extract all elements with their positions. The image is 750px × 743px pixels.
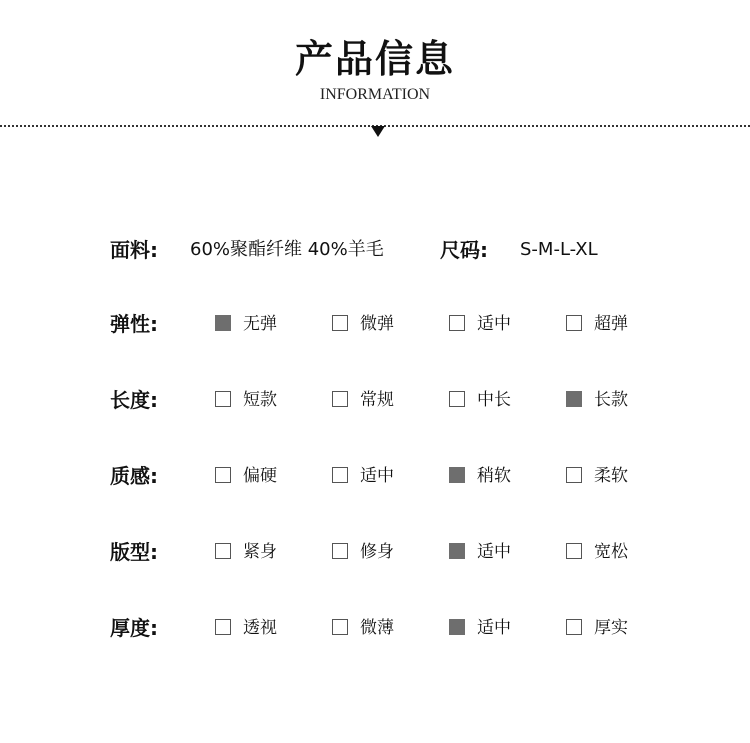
unchecked-box-icon[interactable]: [566, 315, 582, 331]
fabric-value: 60%聚酯纤维 40%羊毛: [190, 239, 384, 260]
attribute-row-elasticity: [110, 310, 650, 338]
option-label: 常规: [360, 390, 394, 410]
option-label: 适中: [477, 542, 511, 562]
attribute-row-thickness: [110, 614, 650, 642]
size-value: S-M-L-XL: [520, 239, 598, 260]
unchecked-box-icon[interactable]: [332, 619, 348, 635]
option-label: 中长: [477, 390, 511, 410]
unchecked-box-icon[interactable]: [566, 619, 582, 635]
option-label: 适中: [477, 618, 511, 638]
attribute-label: 版型:: [110, 540, 158, 564]
checked-box-icon[interactable]: [449, 543, 465, 559]
checked-box-icon[interactable]: [449, 467, 465, 483]
option-label: 宽松: [594, 542, 628, 562]
page-subtitle: INFORMATION: [319, 86, 431, 103]
option-label: 微薄: [360, 618, 394, 638]
fabric-row: [110, 236, 650, 264]
checked-box-icon[interactable]: [215, 315, 231, 331]
size-label: 尺码:: [440, 238, 488, 262]
fabric-label: 面料:: [110, 238, 158, 262]
unchecked-box-icon[interactable]: [332, 467, 348, 483]
option-label: 稍软: [477, 466, 511, 486]
option-label: 紧身: [243, 542, 277, 562]
option-label: 透视: [243, 618, 277, 638]
option-label: 长款: [594, 390, 628, 410]
page-title: 产品信息: [294, 37, 455, 81]
unchecked-box-icon[interactable]: [215, 391, 231, 407]
option-label: 适中: [360, 466, 394, 486]
option-label: 微弹: [360, 314, 394, 334]
option-label: 偏硬: [243, 466, 277, 486]
option-label: 修身: [360, 542, 394, 562]
checked-box-icon[interactable]: [449, 619, 465, 635]
option-label: 适中: [477, 314, 511, 334]
unchecked-box-icon[interactable]: [332, 543, 348, 559]
unchecked-box-icon[interactable]: [215, 619, 231, 635]
unchecked-box-icon[interactable]: [566, 467, 582, 483]
option-label: 短款: [243, 390, 277, 410]
unchecked-box-icon[interactable]: [215, 467, 231, 483]
unchecked-box-icon[interactable]: [332, 391, 348, 407]
unchecked-box-icon[interactable]: [332, 315, 348, 331]
unchecked-box-icon[interactable]: [566, 543, 582, 559]
attribute-label: 弹性:: [110, 312, 158, 336]
option-label: 无弹: [243, 314, 277, 334]
attribute-row-texture: [110, 462, 650, 490]
attribute-row-length: [110, 386, 650, 414]
option-label: 超弹: [594, 314, 628, 334]
checked-box-icon[interactable]: [566, 391, 582, 407]
unchecked-box-icon[interactable]: [215, 543, 231, 559]
down-arrow-icon: [371, 126, 385, 137]
option-label: 厚实: [594, 618, 628, 638]
attribute-label: 长度:: [110, 388, 158, 412]
option-label: 柔软: [594, 466, 628, 486]
unchecked-box-icon[interactable]: [449, 315, 465, 331]
unchecked-box-icon[interactable]: [449, 391, 465, 407]
attribute-label: 质感:: [110, 464, 158, 488]
attribute-row-fit: [110, 538, 650, 566]
attribute-label: 厚度:: [110, 616, 158, 640]
